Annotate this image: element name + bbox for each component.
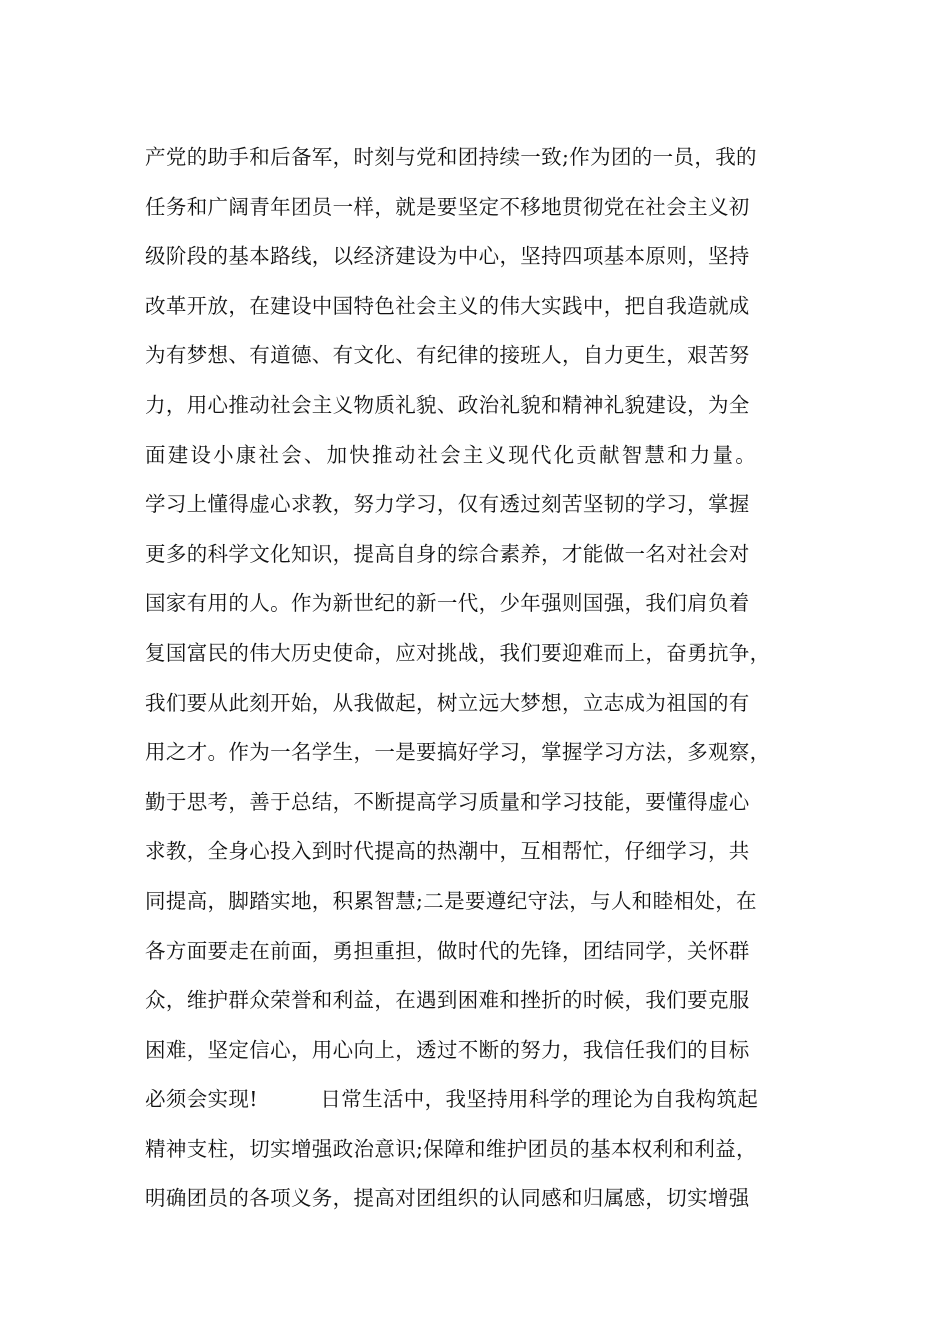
text-line: 众，维护群众荣誉和利益，在遇到困难和挫折的时候，我们要克服 (145, 988, 750, 1013)
text-line: 国家有用的人。作为新世纪的新一代，少年强则国强，我们肩负着 (145, 591, 750, 616)
text-line: 必须会实现! 日常生活中，我坚持用科学的理论为自我构筑起 (145, 1087, 759, 1112)
text-line: 用之才。作为一名学生，一是要搞好学习，掌握学习方法，多观察， (145, 740, 771, 765)
text-line: 同提高，脚踏实地，积累智慧;二是要遵纪守法，与人和睦相处，在 (145, 888, 757, 913)
text-line: 我们要从此刻开始，从我做起，树立远大梦想，立志成为祖国的有 (145, 690, 750, 715)
text-line: 复国富民的伟大历史使命，应对挑战，我们要迎难而上，奋勇抗争， (145, 640, 771, 665)
text-line: 各方面要走在前面，勇担重担，做时代的先锋，团结同学，关怀群 (145, 938, 750, 963)
text-line: 级阶段的基本路线，以经济建设为中心，坚持四项基本原则，坚持 (145, 244, 750, 269)
text-line: 求教，全身心投入到时代提高的热潮中，互相帮忙，仔细学习，共 (145, 839, 750, 864)
text-line: 精神支柱，切实增强政治意识;保障和维护团员的基本权利和利益， (145, 1136, 757, 1161)
text-line: 为有梦想、有道德、有文化、有纪律的接班人，自力更生，艰苦努 (145, 343, 750, 368)
text-line: 改革开放，在建设中国特色社会主义的伟大实践中，把自我造就成 (145, 293, 750, 318)
text-line: 产党的助手和后备军，时刻与党和团持续一致;作为团的一员，我的 (145, 145, 757, 169)
text-line: 困难，坚定信心，用心向上，透过不断的努力，我信任我们的目标 (145, 1037, 750, 1062)
body-text (145, 133, 835, 1224)
text-line: 面建设小康社会、加快推动社会主义现代化贡献智慧和力量。 (145, 442, 758, 467)
text-line: 力，用心推动社会主义物质礼貌、政治礼貌和精神礼貌建设，为全 (145, 392, 750, 417)
text-line: 勤于思考，善于总结，不断提高学习质量和学习技能，要懂得虚心 (145, 789, 750, 814)
text-line: 任务和广阔青年团员一样，就是要坚定不移地贯彻党在社会主义初 (145, 194, 750, 219)
text-line: 学习上懂得虚心求教，努力学习，仅有透过刻苦坚韧的学习，掌握 (145, 492, 750, 517)
text-line: 更多的科学文化知识，提高自身的综合素养，才能做一名对社会对 (145, 541, 750, 566)
text-line: 明确团员的各项义务，提高对团组织的认同感和归属感，切实增强 (145, 1186, 750, 1211)
